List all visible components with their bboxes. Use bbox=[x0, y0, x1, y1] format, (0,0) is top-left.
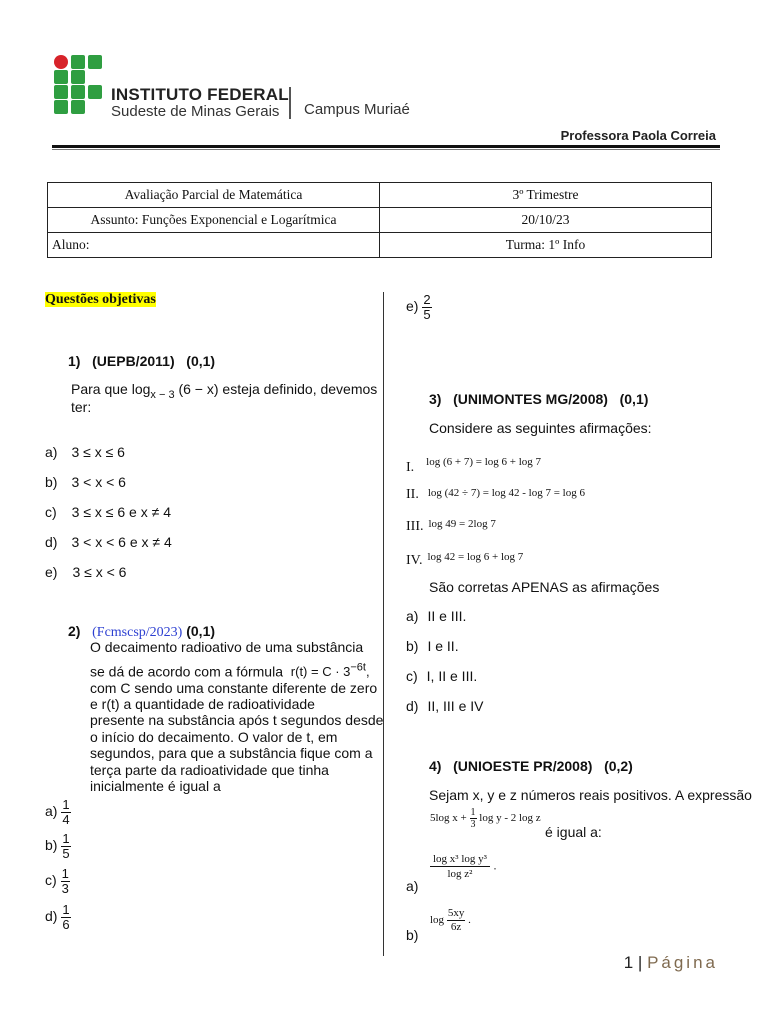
logo-square bbox=[88, 85, 102, 99]
page-number: 1 bbox=[623, 953, 634, 972]
footer-separator: | bbox=[637, 953, 643, 972]
q1-option-b[interactable]: b) 3 < x < 6 bbox=[45, 474, 126, 490]
q3-intro: Considere as seguintes afirmações: bbox=[429, 420, 652, 436]
student-field[interactable]: Aluno: bbox=[48, 233, 380, 258]
q2-line-6: o início do decaimento. O valor de t, em bbox=[90, 729, 338, 745]
q1-option-a[interactable]: a) 3 ≤ x ≤ 6 bbox=[45, 444, 125, 460]
header-rule bbox=[52, 145, 720, 148]
q1-option-d[interactable]: d) 3 < x < 6 e x ≠ 4 bbox=[45, 534, 172, 550]
q2-option-c[interactable]: c) $\frac{1}{3}$ bbox=[45, 866, 69, 896]
q3-option-c[interactable]: c) I, II e III. bbox=[406, 668, 478, 684]
q3-option-d[interactable]: d) II, III e IV bbox=[406, 698, 484, 714]
q3-statement-3: III. $^{log 49 = 2log 7}$ bbox=[406, 518, 496, 534]
q4-option-a-letter[interactable]: a) bbox=[406, 878, 419, 894]
q3-statement-2: II. log (42 ÷ 7) = log 42 - log 7 = log 6 bbox=[406, 487, 585, 502]
q3-option-a[interactable]: a) II e III. bbox=[406, 608, 467, 624]
q2-line-1: O decaimento radioativo de uma substância bbox=[90, 639, 364, 655]
q4-option-a[interactable]: $\frac{\text{log x³ log y³}}{\text{log z²}}$ . bbox=[430, 852, 496, 881]
exam-info-table bbox=[47, 182, 712, 258]
page-footer bbox=[624, 953, 718, 973]
logo-red-dot bbox=[54, 55, 68, 69]
exam-date: 20/10/23 bbox=[380, 208, 712, 233]
q2-option-a[interactable]: a) $\frac{1}{4}$ bbox=[45, 797, 70, 827]
logo-square bbox=[71, 100, 85, 114]
q1-stem: Para que $\log_{x - 3} (6 - x)$ esteja definido, devemos bbox=[71, 381, 378, 401]
q4-option-b-letter[interactable]: b) bbox=[406, 927, 419, 943]
q3-option-b[interactable]: b) I e II. bbox=[406, 638, 459, 654]
logo-square bbox=[71, 70, 85, 84]
q2-line-8: terça parte da radioatividade que tinha bbox=[90, 762, 329, 778]
teacher-name: Professora Paola Correia bbox=[560, 128, 716, 143]
q4-intro: Sejam x, y e z números reais positivos. A expressão bbox=[429, 787, 752, 803]
q2-line-5: presente na substância após t segundos desde bbox=[90, 712, 384, 728]
exam-title: Avaliação Parcial de Matemática bbox=[48, 183, 380, 208]
q2-option-e[interactable]: e) $\frac{2}{5}$ bbox=[406, 292, 431, 322]
institution-name: INSTITUTO FEDERAL bbox=[111, 85, 289, 104]
logo-square bbox=[71, 55, 85, 69]
institution-logo bbox=[54, 55, 106, 115]
logo-divider bbox=[289, 87, 291, 119]
q2-line-7: segundos, para que a substância fique com a bbox=[90, 745, 373, 761]
logo-square bbox=[54, 70, 68, 84]
page-label: Página bbox=[647, 953, 718, 972]
q2-line-4: e r(t) a quantidade de radioatividade bbox=[90, 696, 315, 712]
q3-statement-1: I. $^{log (6 + 7) = log 6 + log 7}$ bbox=[406, 456, 542, 475]
q2-line-2: se dá de acordo com a fórmula $r(t) = C \cdot 3^{-6t}$, bbox=[90, 662, 370, 680]
institution-region: Sudeste de Minas Gerais bbox=[111, 103, 280, 120]
logo-square bbox=[54, 100, 68, 114]
q2-formula: $r(t) = C \cdot 3^{-6t}$, bbox=[290, 662, 370, 680]
q4-option-b[interactable]: log $\frac{5xy}{6z}$ . bbox=[430, 907, 471, 933]
q1-stem-end: ter: bbox=[71, 399, 92, 415]
q1-option-e[interactable]: e) 3 ≤ x < 6 bbox=[45, 564, 127, 580]
logo-square bbox=[88, 55, 102, 69]
q4-header: 4) (UNIOESTE PR/2008) (0,2) bbox=[429, 758, 633, 774]
exam-term: 3º Trimestre bbox=[380, 183, 712, 208]
section-title: Questões objetivas bbox=[45, 292, 156, 307]
q3-question: São corretas APENAS as afirmações bbox=[429, 579, 660, 595]
q4-expression: 5log x + $\frac{1}{3}$ log y - 2 log z bbox=[430, 807, 541, 830]
campus-name: Campus Muriaé bbox=[304, 101, 410, 118]
q2-line-3: com C sendo uma constante diferente de zero bbox=[90, 680, 378, 696]
q2-option-b[interactable]: b) $\frac{1}{5}$ bbox=[45, 831, 70, 861]
logo-square bbox=[54, 85, 68, 99]
q3-header: 3) (UNIMONTES MG/2008) (0,1) bbox=[429, 391, 649, 407]
logo-square bbox=[71, 85, 85, 99]
q3-statement-4: IV. $^{log 42 = log 6 + log 7}$ bbox=[406, 551, 524, 568]
q2-line-9: inicialmente é igual a bbox=[90, 778, 221, 794]
q2-header: 2) (Fcmscsp/2023) (0,1) bbox=[68, 623, 216, 640]
column-divider bbox=[383, 292, 384, 956]
header-rule-thin bbox=[52, 149, 720, 150]
class-field: Turma: 1º Info bbox=[380, 233, 712, 258]
q1-header: 1) (UEPB/2011) (0,1) bbox=[68, 353, 216, 369]
q4-equals: é igual a: bbox=[545, 824, 602, 840]
exam-subject: Assunto: Funções Exponencial e Logarítmica bbox=[48, 208, 380, 233]
q1-option-c[interactable]: c) 3 ≤ x ≤ 6 e x ≠ 4 bbox=[45, 504, 171, 520]
q2-option-d[interactable]: d) $\frac{1}{6}$ bbox=[45, 902, 70, 932]
